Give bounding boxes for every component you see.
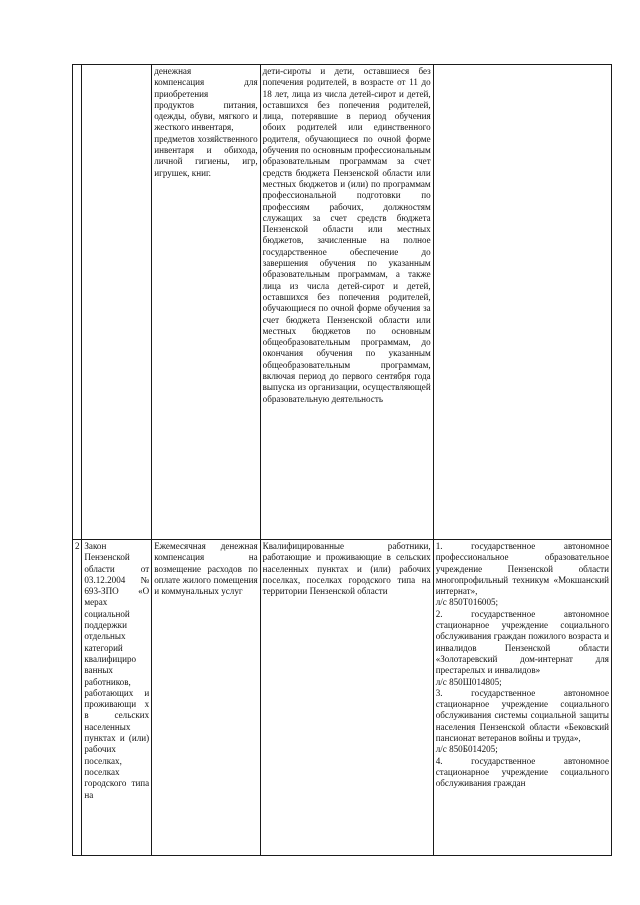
row-number: 2: [75, 541, 80, 551]
row1-recipients-cell: [260, 65, 433, 540]
row2-law-cell: [82, 540, 152, 856]
row2-number-cell: [73, 540, 82, 856]
row2-recipients-text: Квалифицированные работники, работающие и проживающие в сельских населенных пунктах и (или) рабочих поселках, поселках городского типа на территории Пензенской области: [262, 541, 431, 597]
row1-recipients-text: дети-сироты и дети, оставшиеся без попечения родителей, в возрасте от 11 до 18 лет, лица из числа детей-сирот и детей, оставшихся без попечения родителей, лица, потерявшие в период обучения обоих родителей или единственного родителя, обучающиеся по очной форме обучения по основным профессиональным образовательным программам за счет средств бюджета Пензенской области или местных бюджетов и (или) по программам профессиональной подготовки по профессиям рабочих, должностям служащих за счет средств бюджета Пензенской области или местных бюджетов, зачисленные на полное государственное обеспечение до завершения обучения по указанным образовательным программам, а также лица из числа детей-сирот и детей, оставшихся без попечения родителей, обучающиеся по очной форме обучения за счет бюджета Пензенской области или местных бюджетов по основным общеобразовательным программам, до окончания обучения по указанным общеобразовательным программам, включая период до первого сентября года выпуска из организации, осуществляющей образовательную деятельность: [262, 66, 431, 404]
benefits-table: [72, 64, 612, 856]
row2-payment-cell: [152, 540, 260, 856]
row2-recipients-cell: [260, 540, 433, 856]
row2-law-text: Закон Пензенской области от 03.12.2004 № 693-ЗПО «О мерах социальной поддержки отдельных категорий квалифициро ванных работников, работающих и проживающи х в сельских населенных пунктах и (или) рабочих поселках, поселках городского типа на: [84, 541, 150, 800]
row1-orgs-cell: [433, 65, 611, 540]
row1-number-cell: [73, 65, 82, 540]
row1-payment-cell: [152, 65, 260, 540]
row2-orgs-cell: [433, 540, 611, 856]
row2-orgs-text: 1. государственное автономное профессиональное образовательное учреждение Пензенской области многопрофильный техникум «Мокшанский интернат», л/с 850Т016005; 2. государственное автономное стационарное учреждение социального обслуживания граждан пожилого возраста и инвалидов Пензенской области «Золотаревский дом-интернат для престарелых и инвалидов» л/с 850Ш014805; 3. государственное автономное стационарное учреждение социального обслуживания системы социальной защиты населения Пензенской области «Бековский пансионат ветеранов войны и труда», л/с 850Б014205; 4. государственное автономное стационарное учреждение социального обслуживания граждан: [435, 541, 609, 789]
row1-payment-text: денежная компенсация для приобретения продуктов питания, одежды, обуви, мягкого и жесткого инвентаря, предметов хозяйственного инвентаря и обихода, личной гигиены, игр, игрушек, книг.: [154, 66, 258, 178]
row1-law-cell: [82, 65, 152, 540]
table-row: [73, 540, 612, 856]
table-row: [73, 65, 612, 540]
row2-payment-text: Ежемесячная денежная компенсация на возмещение расходов по оплате жилого помещения и коммунальных услуг: [154, 541, 258, 597]
